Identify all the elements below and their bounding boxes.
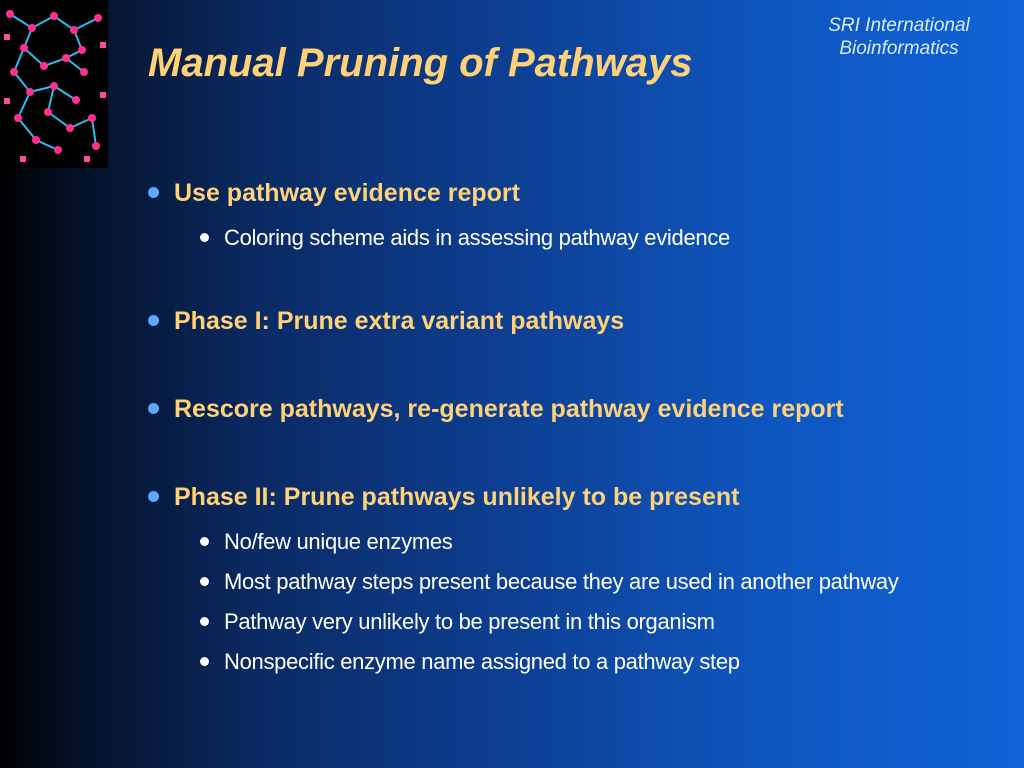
sub-bullet-dot-icon [200,537,209,546]
sub-bullet-text: Coloring scheme aids in assessing pathway evidence [224,225,730,250]
main-bullet-text: Use pathway evidence report [174,179,520,207]
main-bullet-text: Phase I: Prune extra variant pathways [174,307,625,335]
main-bullet [148,472,1008,522]
sub-bullet [200,218,1008,258]
sub-bullet-dot-icon [200,657,209,666]
pathway-diagram-thumbnail-image [0,0,108,168]
bullet-item [148,472,1008,682]
main-bullet-text: Rescore pathways, re-generate pathway evidence report [174,395,844,423]
bullet-dot-icon [148,403,159,414]
organization-department: Bioinformatics [839,38,959,59]
organization-name: SRI International [828,15,970,36]
main-bullet [148,168,1008,218]
sub-bullet-text: Nonspecific enzyme name assigned to a pathway step [224,649,740,674]
main-bullet [148,384,1008,434]
bullet-dot-icon [148,491,159,502]
main-bullet [148,296,1008,346]
sub-bullet-dot-icon [200,233,209,242]
sub-bullet-dot-icon [200,617,209,626]
sub-bullet-text: No/few unique enzymes [224,529,453,554]
sub-bullet [200,522,1008,562]
organization-label [804,14,994,60]
sub-bullet-text: Most pathway steps present because they are used in another pathway [224,569,899,594]
bullet-list [148,168,1008,720]
pathway-diagram-icon [0,0,108,168]
sub-bullet [200,562,1008,602]
bullet-dot-icon [148,187,159,198]
bullet-item [148,168,1008,258]
bullet-item [148,296,1008,346]
sub-bullet-text: Pathway very unlikely to be present in this organism [224,609,715,634]
sub-bullet-dot-icon [200,577,209,586]
slide-title: Manual Pruning of Pathways [148,41,693,85]
sub-bullet [200,642,1008,682]
sub-bullet [200,602,1008,642]
bullet-dot-icon [148,315,159,326]
bullet-item [148,384,1008,434]
main-bullet-text: Phase II: Prune pathways unlikely to be present [174,483,740,511]
